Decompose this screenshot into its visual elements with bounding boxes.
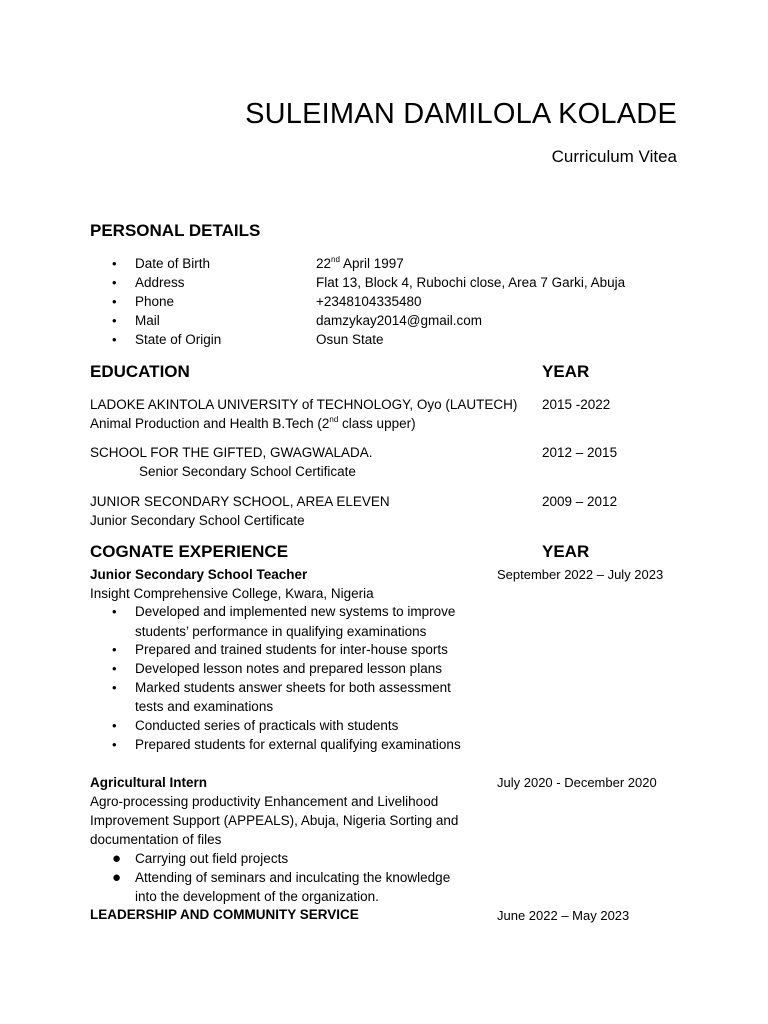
education-course-1: Animal Production and Health B.Tech (2nd class upper)	[90, 415, 416, 431]
mail-value: damzykay2014@gmail.com	[316, 313, 483, 328]
bullet-icon: •	[112, 275, 117, 290]
bullet-icon: •	[112, 718, 117, 733]
personal-details-heading: PERSONAL DETAILS	[90, 221, 261, 240]
bullet-icon: ●	[112, 850, 122, 867]
education-year-1: 2015 -2022	[542, 397, 611, 412]
job-2-org-line-2: Improvement Support (APPEALS), Abuja, Nigeria Sorting and	[90, 813, 459, 828]
bullet-icon: •	[112, 737, 117, 752]
mail-label: Mail	[135, 313, 160, 328]
education-school-2: SCHOOL FOR THE GIFTED, GWAGWALADA.	[90, 445, 373, 460]
dob-label: Date of Birth	[135, 256, 211, 271]
origin-value: Osun State	[316, 332, 384, 347]
phone-value: +2348104335480	[316, 294, 422, 309]
address-label: Address	[135, 275, 185, 290]
bullet-icon: •	[112, 294, 117, 309]
education-school-1: LADOKE AKINTOLA UNIVERSITY of TECHNOLOGY, Oyo (LAUTECH)	[90, 397, 518, 412]
leadership-heading: LEADERSHIP AND COMMUNITY SERVICE	[90, 907, 359, 922]
origin-label: State of Origin	[135, 332, 222, 347]
education-year-2: 2012 – 2015	[542, 445, 618, 460]
job-1-duty-1-line-2: students’ performance in qualifying examinations	[135, 624, 427, 639]
job-1-duty-6: Prepared students for external qualifying examinations	[135, 737, 461, 752]
job-1-duty-4-line-2: tests and examinations	[135, 699, 274, 714]
job-1-org: Insight Comprehensive College, Kwara, Nigeria	[90, 586, 374, 601]
job-1-duty-5: Conducted series of practicals with students	[135, 718, 399, 733]
bullet-icon: •	[112, 332, 117, 347]
phone-label: Phone	[135, 294, 175, 309]
experience-heading: COGNATE EXPERIENCE	[90, 542, 289, 561]
job-1-period: September 2022 – July 2023	[497, 567, 664, 582]
bullet-icon: •	[112, 680, 117, 695]
job-2-title: Agricultural Intern	[90, 775, 208, 790]
experience-year-heading: YEAR	[542, 542, 590, 561]
dob-value: 22nd April 1997	[316, 255, 404, 271]
bullet-icon: ●	[112, 869, 122, 886]
job-2-duty-1: Carrying out field projects	[135, 851, 289, 866]
job-2-duty-2-line-2: into the development of the organization.	[135, 889, 379, 904]
education-heading: EDUCATION	[90, 362, 190, 381]
job-1-title: Junior Secondary School Teacher	[90, 567, 308, 582]
job-2-period: July 2020 - December 2020	[497, 775, 657, 790]
job-2-duty-2-line-1: Attending of seminars and inculcating the knowledge	[135, 870, 451, 885]
job-1-duty-2: Prepared and trained students for inter-house sports	[135, 642, 448, 657]
bullet-icon: •	[112, 661, 117, 676]
cv-name: SULEIMAN DAMILOLA KOLADE	[245, 98, 677, 130]
bullet-icon: •	[112, 642, 117, 657]
job-2-org-line-3: documentation of files	[90, 832, 222, 847]
leadership-period: June 2022 – May 2023	[497, 908, 630, 923]
education-cert-3: Junior Secondary School Certificate	[90, 513, 305, 528]
job-1-duty-1-line-1: Developed and implemented new systems to improve	[135, 604, 456, 619]
bullet-icon: •	[112, 313, 117, 328]
job-1-duty-4-line-1: Marked students answer sheets for both assessment	[135, 680, 451, 695]
bullet-icon: •	[112, 604, 117, 619]
education-year-3: 2009 – 2012	[542, 494, 618, 509]
address-value: Flat 13, Block 4, Rubochi close, Area 7 Garki, Abuja	[316, 275, 626, 290]
education-cert-2: Senior Secondary School Certificate	[139, 464, 356, 479]
job-1-duty-3: Developed lesson notes and prepared lesson plans	[135, 661, 442, 676]
education-school-3: JUNIOR SECONDARY SCHOOL, AREA ELEVEN	[90, 494, 390, 509]
bullet-icon: •	[112, 256, 117, 271]
education-year-heading: YEAR	[542, 362, 590, 381]
cv-subtitle: Curriculum Vitea	[551, 147, 677, 166]
job-2-org-line-1: Agro-processing productivity Enhancement and Livelihood	[90, 794, 439, 809]
